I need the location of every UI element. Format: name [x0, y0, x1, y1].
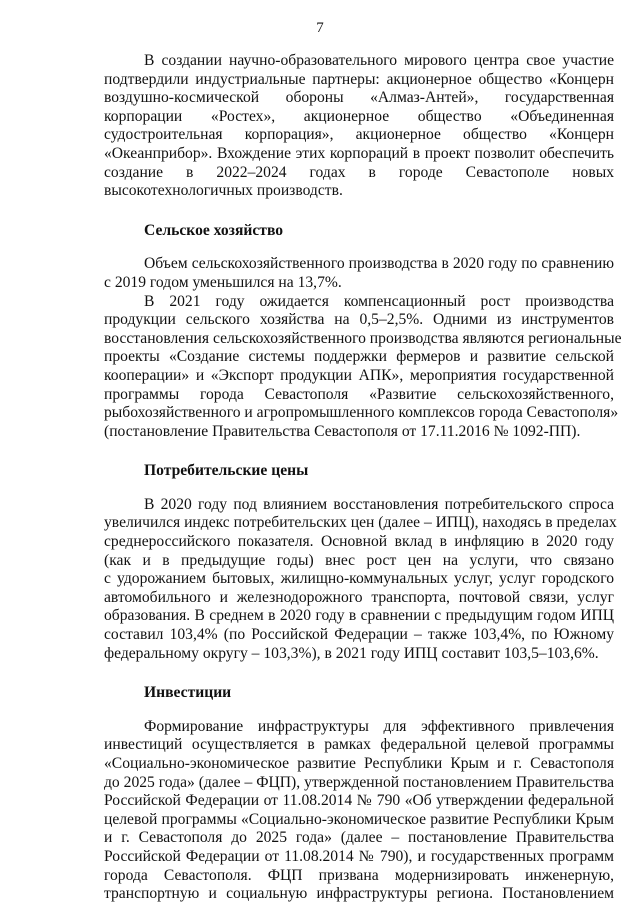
- text-line: В 2021 году ожидается компенсационный рост производства: [144, 292, 614, 310]
- text-line: и г. Севастополя до 2025 года» (далее – постановление Правительства: [104, 829, 614, 847]
- text-line: «Социально-экономическое развитие Республики Крым и г. Севастополя: [104, 755, 614, 772]
- page-number: 7: [316, 20, 324, 36]
- text-line: продукции сельского хозяйства на 0,5–2,5%. Одними из инструментов: [104, 311, 614, 329]
- text-line: подтвердили индустриальные партнеры: акционерное общество «Концерн: [104, 70, 614, 88]
- text-line: кооперации» и «Экспорт продукции АПК», мероприятия государственной: [104, 366, 614, 384]
- text-line: корпорации «Ростех», акционерное общество «Объединенная: [104, 107, 614, 125]
- text-line: Объем сельскохозяйственного производства в 2020 году по сравнению: [144, 255, 614, 273]
- text-line: среднероссийского показателя. Основной вклад в инфляцию в 2020 году: [104, 533, 614, 551]
- paragraph-agriculture-growth: [104, 292, 622, 442]
- paragraph-industrial-partners: [104, 52, 614, 201]
- text-line: рыбохозяйственного и агропромышленного комплексов города Севастополя»: [104, 404, 619, 422]
- document-body: [104, 52, 622, 904]
- heading-agriculture: Сельское хозяйство: [144, 221, 284, 239]
- text-line: Формирование инфраструктуры для эффективного привлечения: [144, 717, 614, 735]
- text-line: автомобильного и железнодорожного транспорта, почтовой связи, услуг: [104, 588, 614, 606]
- text-line: В 2020 году под влиянием восстановления потребительского спроса: [144, 495, 614, 513]
- paragraph-consumer-prices: [104, 495, 617, 663]
- text-line: увеличился индекс потребительских цен (далее – ИПЦ), находясь в пределах: [104, 514, 617, 532]
- text-line: до 2025 года» (далее – ФЦП), утвержденной постановлением Правительства: [104, 773, 614, 791]
- paragraph-agriculture-volume: [104, 255, 614, 292]
- text-line: составил 103,4% (по Российской Федерации – также 103,4%, по Южному: [104, 626, 614, 644]
- text-line: программы города Севастополя «Развитие сельскохозяйственного,: [104, 385, 614, 403]
- text-line: города Севастополя. ФЦП призвана модернизировать инженерную,: [104, 866, 614, 884]
- text-line: создание в 2022–2024 годах в городе Севастополе новых: [104, 163, 614, 181]
- text-line: с 2019 годом уменьшился на 13,7%.: [104, 273, 342, 291]
- text-line: транспортную и социальную инфраструктуры региона. Постановлением: [104, 885, 614, 903]
- text-line: (постановление Правительства Севастополя от 17.11.2016 № 1092-ПП).: [104, 422, 581, 440]
- text-line: высокотехнологичных производств.: [104, 182, 343, 200]
- heading-consumer-prices: Потребительские цены: [144, 462, 309, 480]
- text-line: проекты «Создание системы поддержки фермеров и развитие сельской: [104, 348, 614, 366]
- text-line: В создании научно-образовательного мирового центра свое участие: [144, 52, 614, 69]
- text-line: целевой программы «Социально-экономическое развитие Республики Крым: [104, 810, 614, 828]
- text-line: восстановления сельскохозяйственного производства являются региональные: [104, 329, 622, 347]
- text-line: воздушно-космической обороны «Алмаз-Антей», государственная: [104, 89, 614, 107]
- text-line: «Океанприбор». Вхождение этих корпораций в проект позволит обеспечить: [104, 144, 614, 162]
- text-line: Российской Федерации от 11.08.2014 № 790 «Об утверждении федеральной: [104, 792, 614, 810]
- text-line: Российской Федерации от 11.08.2014 № 790), и государственных программ: [104, 847, 614, 865]
- text-line: федеральному округу – 103,3%), в 2021 году ИПЦ составит 103,5–103,6%.: [104, 644, 599, 662]
- text-line: судостроительная корпорация», акционерное общество «Концерн: [104, 126, 614, 144]
- text-line: с удорожанием бытовых, жилищно-коммунальных услуг, услуг городского: [104, 570, 614, 588]
- paragraph-investments: [104, 718, 614, 904]
- text-line: образования. В среднем в 2020 году в сравнении с предыдущим годом ИПЦ: [104, 607, 614, 625]
- text-line: (как и в предыдущие годы) внес рост цен на услуги, что связано: [104, 551, 614, 569]
- heading-investments: Инвестиции: [144, 684, 232, 702]
- text-line: инвестиций осуществляется в рамках федеральной целевой программы: [104, 736, 614, 754]
